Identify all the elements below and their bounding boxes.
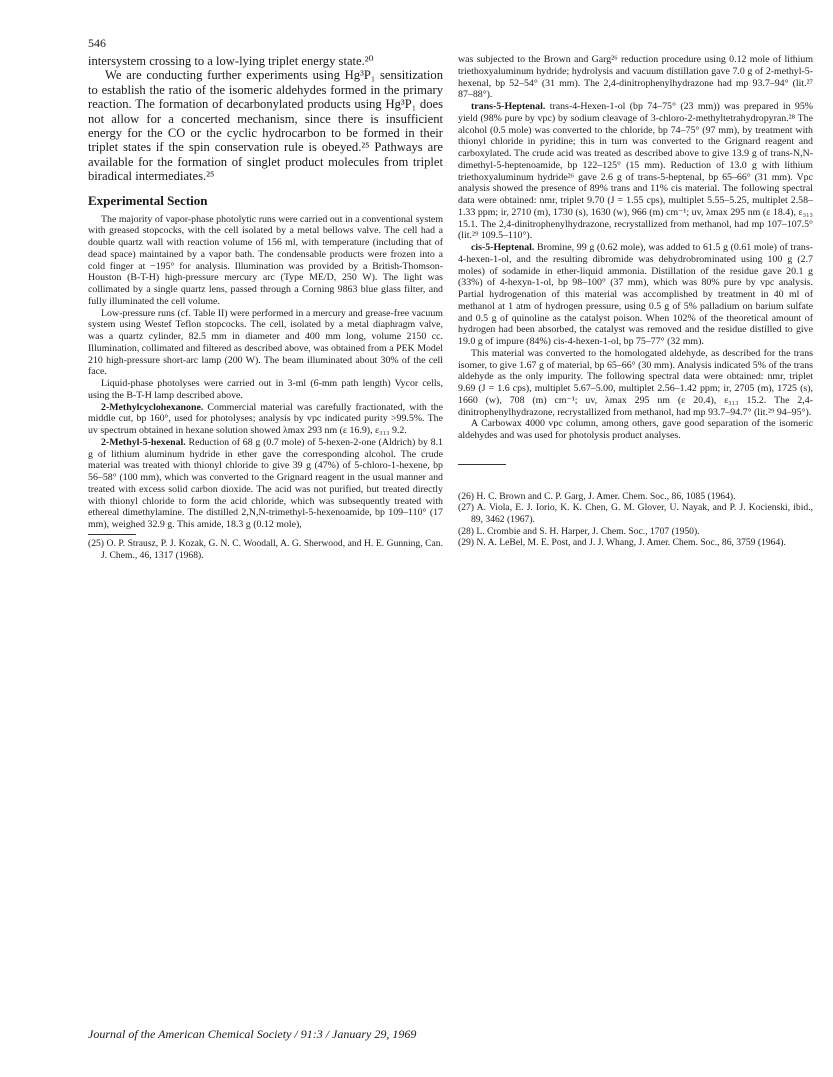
methylcyclohexanone-body: Commercial material was carefully fractionated, with the middle cut, bp 160°, used for photolyses; analysis by vpc indicated purity >99.5%. The uv spectrum obtained in hexane solution showed λmax 293 nm (ε 16.9), ε₃₁₃ 9.2. <box>88 401 443 437</box>
methylhexenal-body: Reduction of 68 g (0.7 mole) of 5-hexen-2-one (Aldrich) by 8.1 g of lithium aluminum hydride in ether gave the corresponding alcohol. The crude material was treated with thionyl chloride to give 39 g (47%) of 5-chloro-1-hexene, bp 56–58° (100 mm), which was converted to the Grignard reagent in the usual manner and treated with excess solid carbon dioxide. The acid was not purified, but treated directly with thionyl chloride to form the acid chloride, which was subsequently treated with ethereal dimethylamine. The distilled 2,N,N-trimethyl-5-hexenoamide, bp 109–110° (17 mm), weighed 32.9 g. This amide, 18.3 g (0.12 mole), <box>88 436 443 531</box>
left-footnotes <box>88 538 443 561</box>
right-experimental-text <box>458 54 813 442</box>
cis-heptenal-paragraph <box>458 242 813 348</box>
footnote-divider <box>88 534 136 535</box>
footnote-28: (28) L. Crombie and S. H. Harper, J. Chem. Soc., 1707 (1950). <box>458 525 700 537</box>
methylcyclohexanone-paragraph <box>88 402 443 437</box>
methylcyclohexanone-heading: 2-Methylcyclohexanone. <box>101 401 204 413</box>
carbowax-paragraph: A Carbowax 4000 vpc column, among others, gave good separation of the isomeric aldehydes and was used for photolysis product analyses. <box>458 418 813 441</box>
footnote-29: (29) N. A. LeBel, M. E. Post, and J. J. Whang, J. Amer. Chem. Soc., 86, 3759 (1964). <box>458 537 786 549</box>
journal-footer: Journal of the American Chemical Society / 91:3 / January 29, 1969 <box>88 1027 417 1041</box>
trans-heptenal-paragraph <box>458 101 813 242</box>
left-column <box>88 54 443 561</box>
experimental-paragraph-3: Liquid-phase photolyses were carried out in 3-ml (6-mm path length) Vycor cells, using the B-T-H lamp described above. <box>88 378 443 401</box>
discussion-text <box>88 54 443 184</box>
experimental-text <box>88 214 443 531</box>
experimental-paragraph-1: The majority of vapor-phase photolytic runs were carried out in a conventional system with greased stopcocks, with the cell isolated by a metal bellows valve. The cell had a double quartz wall with reaction volume of 156 ml, with temperature (including that of dead space) maintained by a vapor bath. The condensable products were frozen into a cold finger at −195° for analysis. Illumination was provided by a British-Thomson-Houston (B-T-H) high-pressure mercury arc (Type ME/D, 250 W). The light was collimated by a single quartz lens, passed through a Corning 9863 blue glass filter, and fully illuminated the cell volume. <box>88 213 443 307</box>
homolog-paragraph: This material was converted to the homologated aldehyde, as described for the trans isomer, to give 1.67 g of material, bp 65–66° (30 mm). Analysis indicated 5% of the trans aldehyde as the only impurity. The following spectral data were obtained: nmr, triplet 9.69 (J = 1.6 cps), multiplet 5.67–5.00, multiplet 2.56–1.42 ppm; ir, 2705 (m), 1725 (s), 1660 (w), 708 (m) cm⁻¹; uv, λmax 295 nm (ε 20.4), ε₃₁₃ 15.2. The 2,4-dinitrophenylhydrazone, recrystallized from methanol, had mp 93.7–94.7° (lit.²⁹ 94–95°). <box>458 347 813 418</box>
trans-heptenal-body: trans-4-Hexen-1-ol (bp 74–75° (23 mm)) was prepared in 95% yield (98% pure by vpc) by sodium cleavage of 3-chloro-2-methyltetrahydropyran.²⁸ The alcohol (0.5 mole) was converted to the chloride, bp 74–75° (97 mm), by treatment with thionyl chloride in pyridine; this in turn was converted to the Grignard reagent and carboxylated. The crude acid was treated as described above to give 13.9 g of trans-N,N-dimethyl-5-heptenoamide, bp 122–125° (15 mm). Reduction of 13.0 g with lithium triethoxyaluminum hydride²⁶ gave 2.6 g of trans-5-heptenal, bp 65–66° (31 mm). Vpc analysis showed the presence of 89% trans and 11% cis material. The following spectral data were obtained: nmr, triplet 9.70 (J = 1.55 cps), multiplet 5.55–5.25, multiplet 2.58–1.33 ppm; ir, 2710 (m), 1730 (s), 1630 (w), 966 (m) cm⁻¹; uv, λmax 295 nm (ε 18.4), ε₃₁₃ 15.1. The 2,4-dinitrophenylhydrazone, recrystallized from methanol, had mp 107–107.5° (lit.²⁹ 109.5–110°). <box>458 101 813 242</box>
footnote-divider <box>458 464 506 465</box>
cis-heptenal-heading: cis-5-Heptenal. <box>471 242 535 253</box>
right-footnotes <box>458 491 813 549</box>
right-column <box>458 54 813 549</box>
footnote-25: (25) O. P. Strausz, P. J. Kozak, G. N. C. Woodall, A. G. Sherwood, and H. E. Gunning, Can. J. Chem., 46, 1317 (1968). <box>88 537 443 561</box>
experimental-paragraph-2: Low-pressure runs (cf. Table II) were performed in a mercury and grease-free vacuum system using Westef Teflon stopcocks. The cell, isolated by a metal diaphragm valve, was a quartz cylinder, 82.5 mm in diameter and 400 mm long, volume 2150 cc. Illumination, collimated and filtered as described above, was obtained from a PEK Model 210 high-pressure short-arc lamp (200 W). The beam illuminated about 30% of the cell face. <box>88 307 443 378</box>
intro-paragraph-2: We are conducting further experiments using Hg³P₁ sensitization to establish the ratio of the isomeric aldehydes formed in the primary reaction. The formation of decarbonylated products using Hg³P₁ does not allow for a concerted mechanism, since there is insufficient energy for the CO or the cyclic hydrocarbon to be formed in their triplet states if the spin conservation rule is obeyed.²⁵ Pathways are available for the formation of singlet product molecules from triplet biradical intermediates.²⁵ <box>88 68 443 184</box>
intro-paragraph-1: intersystem crossing to a low-lying triplet energy state.²⁰ <box>88 54 374 68</box>
methylhexenal-paragraph <box>88 437 443 531</box>
cis-heptenal-body: Bromine, 99 g (0.62 mole), was added to 61.5 g (0.61 mole) of trans-4-hexen-1-ol, and the resulting dibromide was dehydrobrominated using 100 g (2.7 moles) of sodamide in ether-liquid ammonia. Distillation of the residue gave 20.1 g (33%) of 4-hexyn-1-ol, bp 98–100° (37 mm), which was 80% pure by vpc analysis. Partial hydrogenation of this material was accomplished by treatment in 40 ml of methanol at 1 atm of hydrogen pressure, using 0.5 g of 5% palladium on barium sulfate and 0.5 g of quinoline as the catalyst poison. When 102% of the theoretical amount of hydrogen had been absorbed, the catalyst was removed and the residue distilled to give 19.0 g of impure (84%) cis-4-hexen-1-ol, bp 75–77° (32 mm). <box>458 242 813 347</box>
section-heading: Experimental Section <box>88 192 208 208</box>
trans-heptenal-heading: trans-5-Heptenal. <box>471 101 546 112</box>
continuation-paragraph: was subjected to the Brown and Garg²⁶ reduction procedure using 0.12 mole of lithium triethoxyaluminum hydride; hydrolysis and vacuum distillation gave 7.0 g of 2-methyl-5-hexenal, bp 52–54° (31 mm). The 2,4-dinitrophenylhydrazone had mp 93.7–94° (lit.²⁷ 87–88°). <box>458 54 813 101</box>
page-number: 546 <box>88 36 106 50</box>
methylhexenal-heading: 2-Methyl-5-hexenal. <box>101 436 186 448</box>
footnote-26: (26) H. C. Brown and C. P. Garg, J. Amer. Chem. Soc., 86, 1085 (1964). <box>458 490 736 502</box>
footnote-27: (27) A. Viola, E. J. Iorio, K. K. Chen, G. M. Glover, U. Nayak, and P. J. Kocienski, ibid., 89, 3462 (1967). <box>458 502 813 525</box>
